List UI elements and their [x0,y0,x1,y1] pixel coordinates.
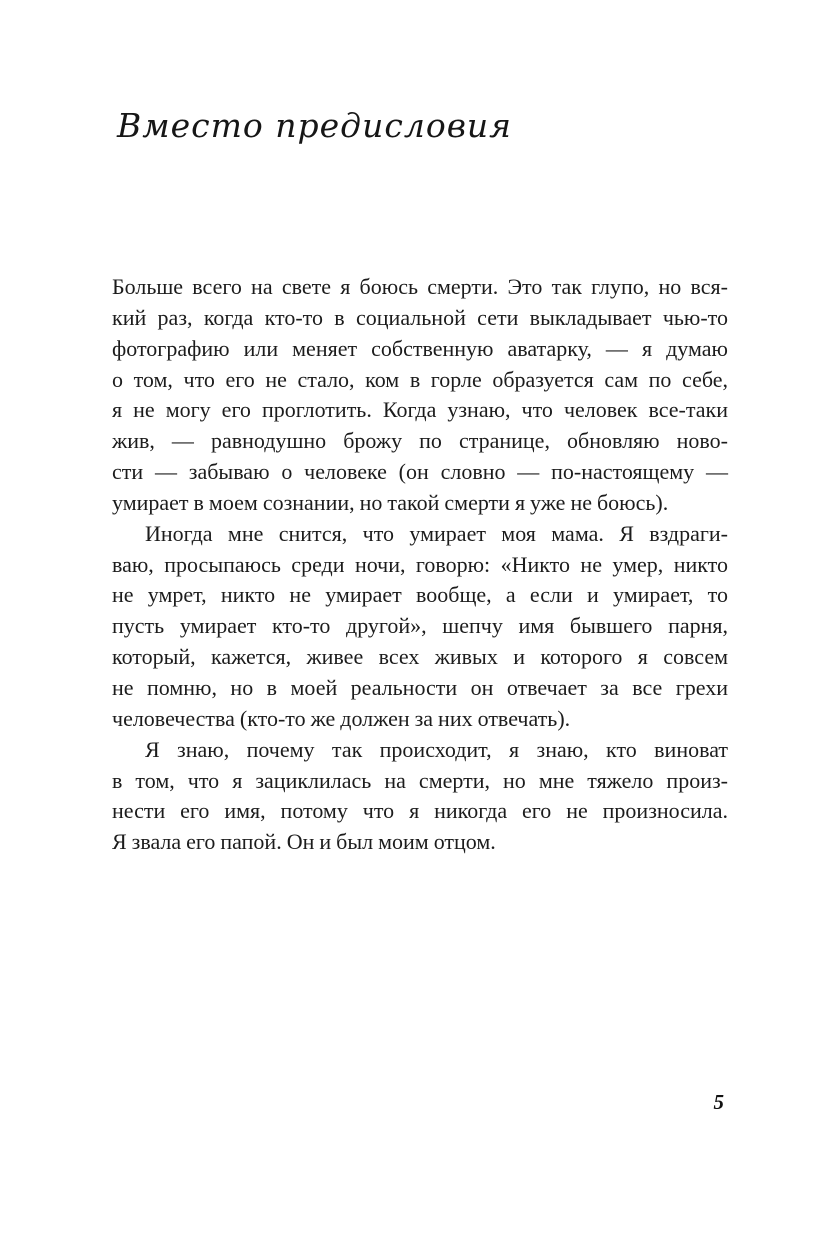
text-line: человечества (кто-то же должен за них отвечать). [112,705,571,731]
page-number: 5 [713,1090,724,1114]
text-line: Иногда мне снится, что умирает моя мама. Я вздраги- [145,520,728,546]
text-line: Больше всего на свете я боюсь смерти. Это так глупо, но вся- [112,274,728,299]
paragraph [112,519,728,735]
paragraph [112,272,728,519]
text-line: фотографию или меняет собственную аватарку, — я думаю [112,335,728,361]
text-line: Я знаю, почему так происходит, я знаю, кто виноват [145,736,728,762]
text-block [112,272,728,858]
text-line: жив, — равнодушно брожу по странице, обновляю ново- [112,428,728,454]
text-line: который, кажется, живее всех живых и которого я совсем [112,644,728,670]
text-line: не умрет, никто не умирает вообще, а если и умирает, то [112,582,728,608]
text-line: Я звала его папой. Он и был моим отцом. [112,829,496,855]
text-line: в том, что я зациклилась на смерти, но мне тяжело произ- [112,767,728,793]
text-line: нести его имя, потому что я никогда его не произносила. [112,798,728,824]
text-line: я не могу его проглотить. Когда узнаю, что человек все-таки [112,397,728,423]
text-line: не помню, но в моей реальности он отвечает за все грехи [112,674,728,700]
text-line: пусть умирает кто-то другой», шепчу имя бывшего парня, [112,613,728,639]
text-line: о том, что его не стало, ком в горле образуется сам по себе, [112,366,728,392]
paragraph [112,735,728,858]
text-line: умирает в моем сознании, но такой смерти я уже не боюсь). [112,489,669,515]
text-line: ваю, просыпаюсь среди ночи, говорю: «Никто не умер, никто [112,551,728,577]
text-line: сти — забываю о человеке (он словно — по-настоящему — [112,459,728,485]
chapter-title: Вместо предисловия [117,106,513,145]
text-line: кий раз, когда кто-то в социальной сети выкладывает чью-то [112,304,728,330]
